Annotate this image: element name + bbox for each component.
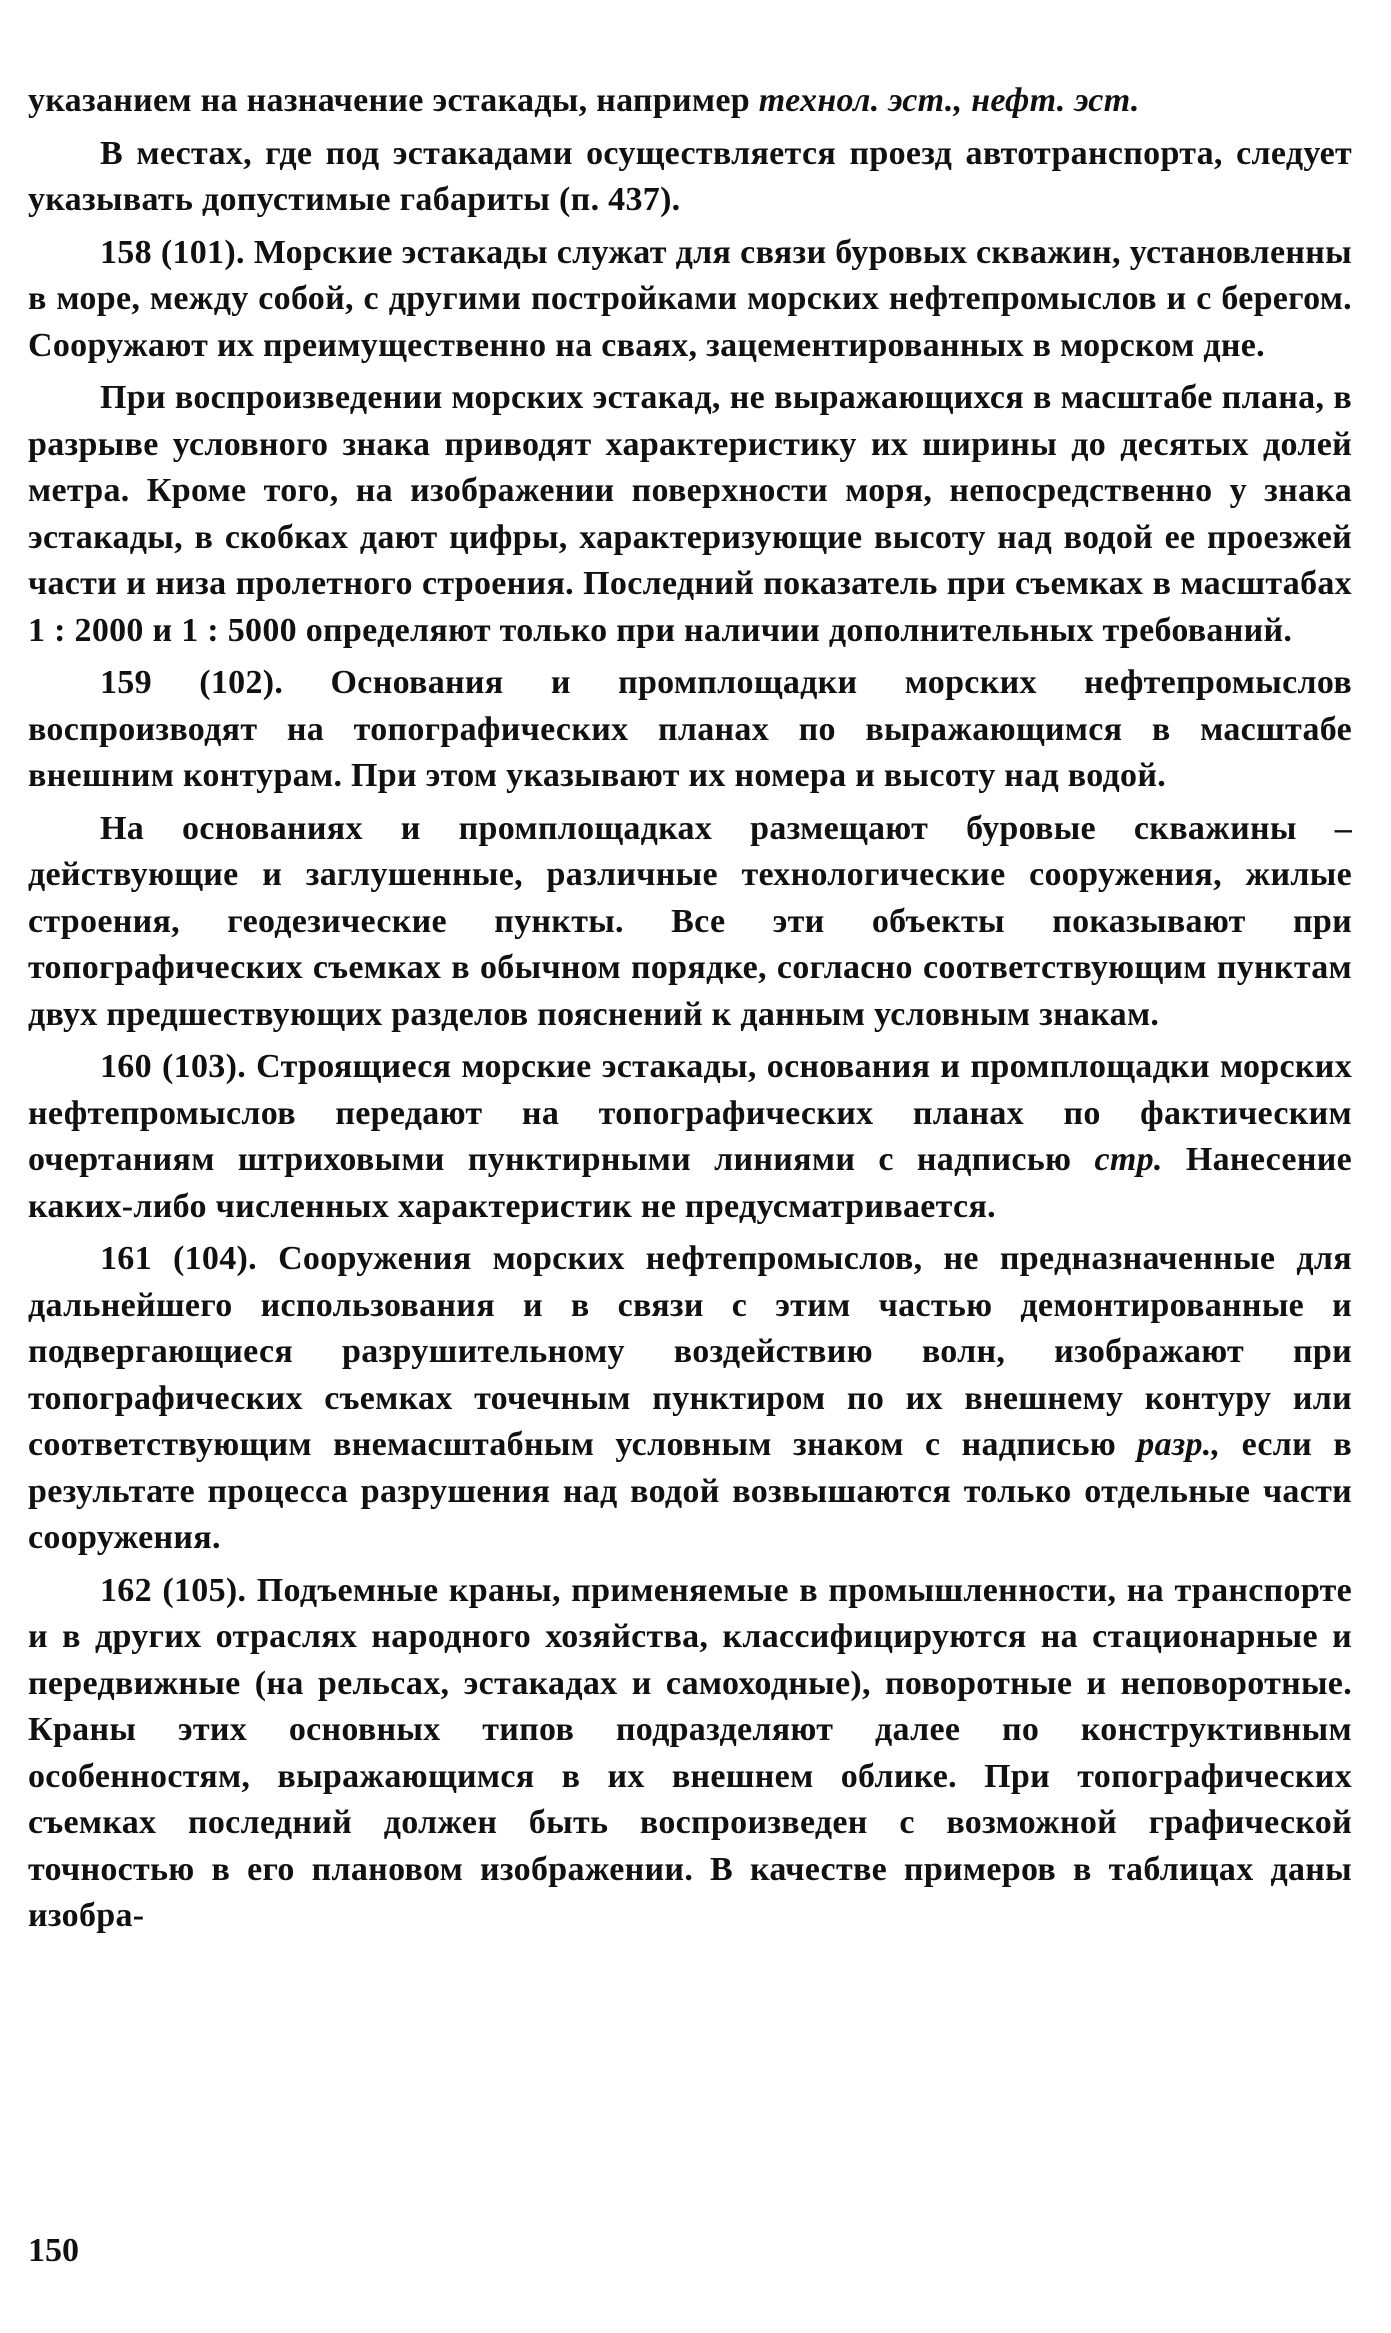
paragraph-text: Основания и промплощадки морских нефтепромыслов воспроизводят на топографических планах по выражающимся в масштабе внешним контурам. При этом указывают их номера и высоту над водой.: [28, 664, 1352, 794]
page-number: 150: [28, 2232, 79, 2269]
paragraph-161: [28, 1236, 1352, 1562]
paragraph-number: 162 (105).: [100, 1571, 247, 1609]
paragraph-text: если в результате процесса разрушения над водой возвышаются только отдельные части сооружения.: [28, 1426, 1352, 1556]
paragraph-continuation: [28, 78, 1352, 125]
paragraph-text: Строящиеся морские эстакады, основания и промплощадки морских нефтепромыслов передают на топографических планах по фактическим очертаниям штриховыми пунктирными линиями с надписью: [28, 1048, 1352, 1178]
paragraph-sea-overpass-reproduction: При воспроизведении морских эстакад, не выражающихся в масштабе плана, в разрыве условного знака приводят характеристику их ширины до десятых долей метра. Кроме того, на изображении поверхности моря, непосредственно у знака эстакады, в скобках дают цифры, характеризующие высоту над водой ее проезжей части и низа пролетного строения. Последний показатель при съемках в масштабах 1 : 2000 и 1 : 5000 определяют только при наличии дополнительных требований.: [28, 379, 1352, 649]
paragraph-text: Сооружения морских нефтепромыслов, не предназначенные для дальнейшего использования и в связи с этим частью демонтированные и подвергающиеся разрушительному воздействию волн, изображают при топографических съемках точечным пунктиром по их внешнему контуру или соответствующим внемасштабным условным знаком с надписью: [28, 1240, 1352, 1463]
paragraph-number: 161 (104).: [100, 1240, 257, 1277]
paragraph-overpass-clearance: В местах, где под эстакадами осуществляется проезд автотранспорта, следует указывать допустимые габариты (п. 437).: [28, 134, 1352, 218]
paragraph-text: Нанесение каких-либо численных характеристик не предусматривается.: [28, 1141, 1352, 1225]
paragraph-text: указанием на назначение эстакады, например: [28, 82, 759, 119]
paragraph-159: [28, 660, 1352, 800]
paragraph-number: 158 (101).: [100, 233, 245, 271]
page-body: [28, 78, 1352, 1946]
paragraph-number: 159 (102).: [100, 664, 284, 701]
paragraph-text: Морские эстакады служат для связи буровых скважин, установленны в море, между собой, с другими постройками морских нефтепромыслов и с берегом. Сооружают их преимущественно на сваях, зацементированных в морском дне.: [28, 233, 1352, 364]
paragraph-160: [28, 1044, 1352, 1230]
paragraph-158: [28, 230, 1352, 370]
paragraph-162: [28, 1568, 1352, 1940]
italic-abbreviation: разр.,: [1137, 1426, 1221, 1463]
paragraph-platform-objects: На основаниях и промплощадках размещают буровые скважины – действующие и заглушенные, различные технологические сооружения, жилые строения, геодезические пункты. Все эти объекты показывают при топографических съемках в обычном порядке, согласно соответствующим пунктам двух предшествующих разделов пояснений к данным условным знакам.: [28, 809, 1352, 1033]
italic-abbreviation: технол. эст., нефт. эст.: [758, 82, 1140, 119]
paragraph-number: 160 (103).: [100, 1048, 247, 1085]
italic-abbreviation: стр.: [1094, 1141, 1163, 1178]
paragraph-text: Подъемные краны, применяемые в промышленности, на транспорте и в других отраслях народного хозяйства, классифицируются на стационарные и передвижные (на рельсах, эстакадах и самоходные), поворотные и неповоротные. Краны этих основных типов подразделяют далее по конструктивным особенностям, выражающимся в их внешнем облике. При топографических съемках последний должен быть воспроизведен с возможной графической точностью в его плановом изображении. В качестве примеров в таблицах даны изобра-: [28, 1571, 1352, 1934]
